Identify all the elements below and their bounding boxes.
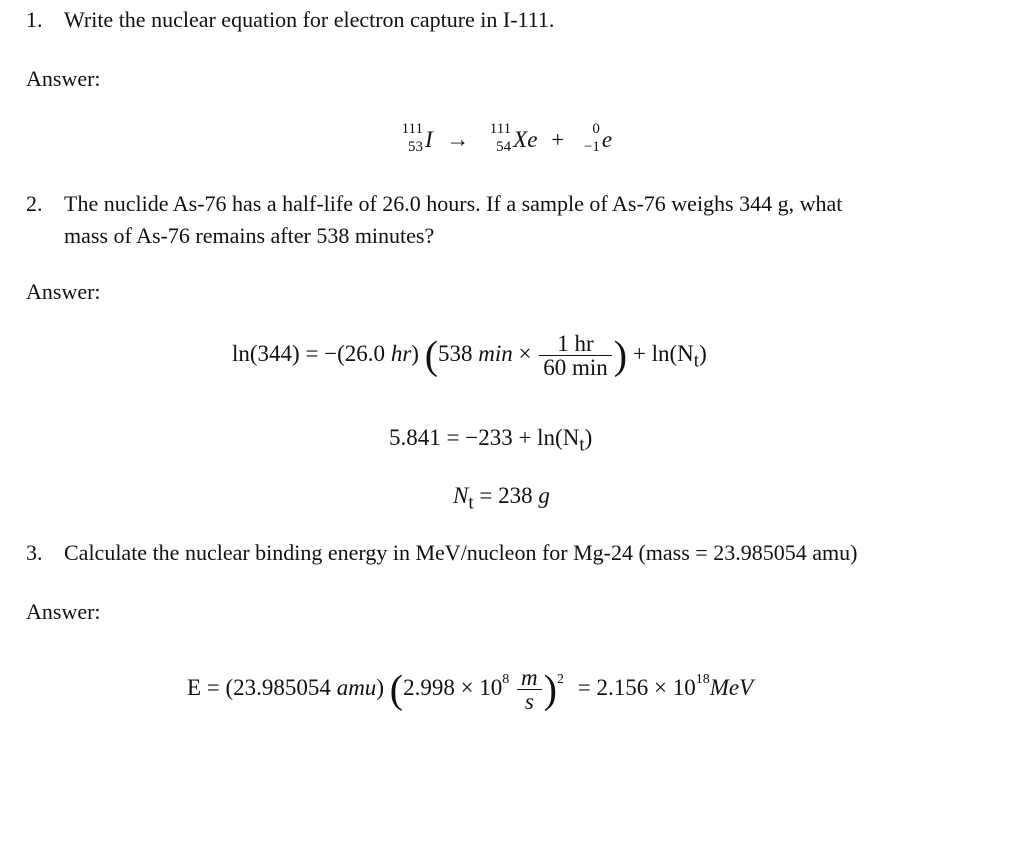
- question-1: [0, 4, 1024, 36]
- q1-nuclear-equation: [395, 121, 613, 155]
- xenon-nuclide: 111 54 Xe: [489, 121, 538, 155]
- plus-symbol: +: [551, 127, 565, 152]
- question-2-text-line-2: mass of As-76 remains after 538 minutes?: [64, 223, 435, 248]
- question-3: [0, 537, 1024, 569]
- iodine-nuclide: 111 53 I: [401, 121, 433, 155]
- q2-equation-1: ln(344) = −(26.0 hr) (538 min × $\frac{1 hr}{60 \min}$ ) + $\ln(N_t)$: [232, 331, 707, 380]
- arrow-symbol: →: [446, 127, 470, 152]
- q2-equation-2: $5.841 = -233 + \ln(N_t)$: [389, 425, 593, 456]
- hour-per-minute-fraction: $\frac{1 hr}{60 \min}$: [539, 332, 612, 379]
- electron-particle: 0 −1 e: [583, 121, 613, 155]
- question-1-answer-label: Answer:: [26, 66, 101, 91]
- question-2-number: 2.: [26, 191, 43, 216]
- q2-equation-3: $N_t = 238$ g: [453, 483, 550, 514]
- question-3-text: Calculate the nuclear binding energy in MeV/nucleon for Mg-24 (mass = 23.985054 amu): [64, 540, 858, 565]
- q3-energy-equation-line: E = (23.985054 amu) ($2.998 \times 10^8$ $\frac{m}{s}$ )$^2 = 2.156 \times 10^{18}MeV$: [187, 665, 754, 714]
- question-1-number: 1.: [26, 7, 43, 32]
- question-2: [0, 188, 1024, 252]
- question-3-answer-label: Answer:: [26, 599, 101, 624]
- question-3-number: 3.: [26, 540, 43, 565]
- question-2-answer-label: Answer:: [26, 279, 101, 304]
- meters-per-second-fraction: $\frac{m}{s}$: [517, 666, 542, 713]
- question-1-text: Write the nuclear equation for electron capture in I-111.: [64, 7, 555, 32]
- question-2-text-line-1: The nuclide As-76 has a half-life of 26.0 hours. If a sample of As-76 weighs 344 g, what: [64, 191, 843, 216]
